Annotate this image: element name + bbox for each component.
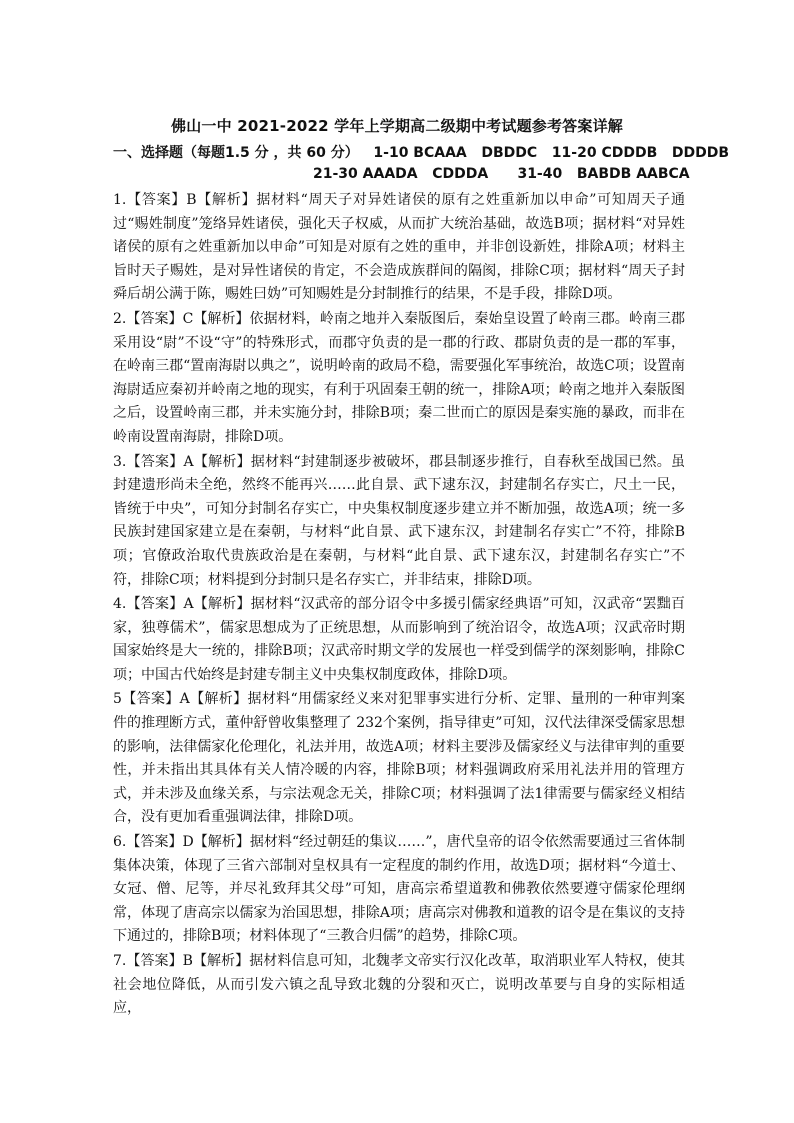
explanation-paragraph-2: 2.【答案】C【解析】依据材料，岭南之地并入秦版图后，秦始皇设置了岭南三郡。岭南三郡采用设“尉”不设“守”的特殊形式，而郡守负责的是一郡的行政、郡尉负责的是一郡的军事，在岭南三郡“置南海尉以典之”，说明岭南的政局不稳，需要强化军事统治，故选C项；设置南海尉适应秦初并岭南之地的现实，有利于巩固秦王朝的统一，排除A项；岭南之地并入秦版图之后，设置岭南三郡，并未实施分封，排除B项；秦二世而亡的原因是秦实施的暴政，而非在岭南设置南海尉，排除D项。 xyxy=(113,310,685,445)
explanation-body xyxy=(113,189,685,1022)
explanation-paragraph-3: 3.【答案】A【解析】据材料“封建制逐步被破坏，郡县制逐步推行，自春秋至战国已然。虽封建遗形尚未全绝，然终不能再兴……此自景、武下逮东汉，封建制名存实亡，尺土一民，皆统于中央”，可知分封制名存实亡，中央集权制度逐步建立并不断加强，故选A项；统一多民族封建国家建立是在秦朝，与材料“此自景、武下逮东汉，封建制名存实亡”不符，排除B项；官僚政治取代贵族政治是在秦朝，与材料“此自景、武下逮东汉，封建制名存实亡”不符，排除C项；材料提到分封制只是名存实亡，并非结束，排除D项。 xyxy=(113,453,685,588)
document-title: 佛山一中 2021-2022 学年上学期高二级期中考试题参考答案详解 xyxy=(171,117,623,135)
explanation-paragraph-5: 5【答案】A【解析】据材料“用儒家经义来对犯罪事实进行分析、定罪、量刑的一种审判案件的推理断方式，董仲舒曾收集整理了 232个案例，指导律吏”可知，汉代法律深受儒家思想的影响，法律儒家化伦理化，礼法并用，故选A项；材料主要涉及儒家经义与法律审判的重要性，并未指出其具体有关人情冷暖的内容，排除B项；材料强调政府采用礼法并用的管理方式，并未涉及血缘关系，与宗法观念无关，排除C项；材料强调了法1律需要与儒家经义相结合，没有更加看重强调法律，排除D项。 xyxy=(113,691,685,826)
answer-key-line-1: 一、选择题（每题1.5 分 ，共 60 分） 1-10 BCAAA DBDDC 11-20 CDDDB DDDDB xyxy=(113,145,730,161)
answer-key-line-2: 21-30 AAADA CDDDA 31-40 BABDB AABCA xyxy=(313,166,690,182)
explanation-paragraph-1: 1.【答案】B【解析】据材料“周天子对异姓诸侯的原有之姓重新加以申命”可知周天子通过“赐姓制度”笼络异姓诸侯，强化天子权威，从而扩大统治基础，故选B项；据材料“对异姓诸侯的原有之姓重新加以申命”可知是对原有之姓的重申，并非创设新姓，排除A项；材料主旨时天子赐姓，是对异性诸侯的肯定，不会造成族群间的隔阂，排除C项；据材料“周天子封舜后胡公满于陈，赐姓曰妫”可知赐姓是分封制推行的结果，不是手段，排除D项。 xyxy=(113,192,685,303)
explanation-paragraph-7: 7.【答案】B【解析】据材料信息可知，北魏孝文帝实行汉化改革，取消职业军人特权，使其社会地位降低，从而引发六镇之乱导致北魏的分裂和灭亡，说明改革要与自身的实际相适应， xyxy=(113,953,685,1017)
explanation-paragraph-6: 6.【答案】D【解析】据材料“经过朝廷的集议……”，唐代皇帝的诏令依然需要通过三省体制集体决策，体现了三省六部制对皇权具有一定程度的制约作用，故选D项；据材料“今道士、女冠、僧、尼等，并尽礼致拜其父母”可知，唐高宗希望道教和佛教依然要遵守儒家伦理纲常，体现了唐高宗以儒家为治国思想，排除A项；唐高宗对佛教和道教的诏令是在集议的支持下通过的，排除B项；材料体现了“三教合归儒”的趋势，排除C项。 xyxy=(113,834,685,945)
explanation-paragraph-4: 4.【答案】A【解析】据材料“汉武帝的部分诏令中多援引儒家经典语”可知，汉武帝“罢黜百家，独尊儒术”，儒家思想成为了正统思想，从而影响到了统治诏令，故选A项；汉武帝时期国家始终是大一统的，排除B项；汉武帝时期文学的发展也一样受到儒学的深刻影响，排除C项；中国古代始终是封建专制主义中央集权制度政体，排除D项。 xyxy=(113,596,685,683)
